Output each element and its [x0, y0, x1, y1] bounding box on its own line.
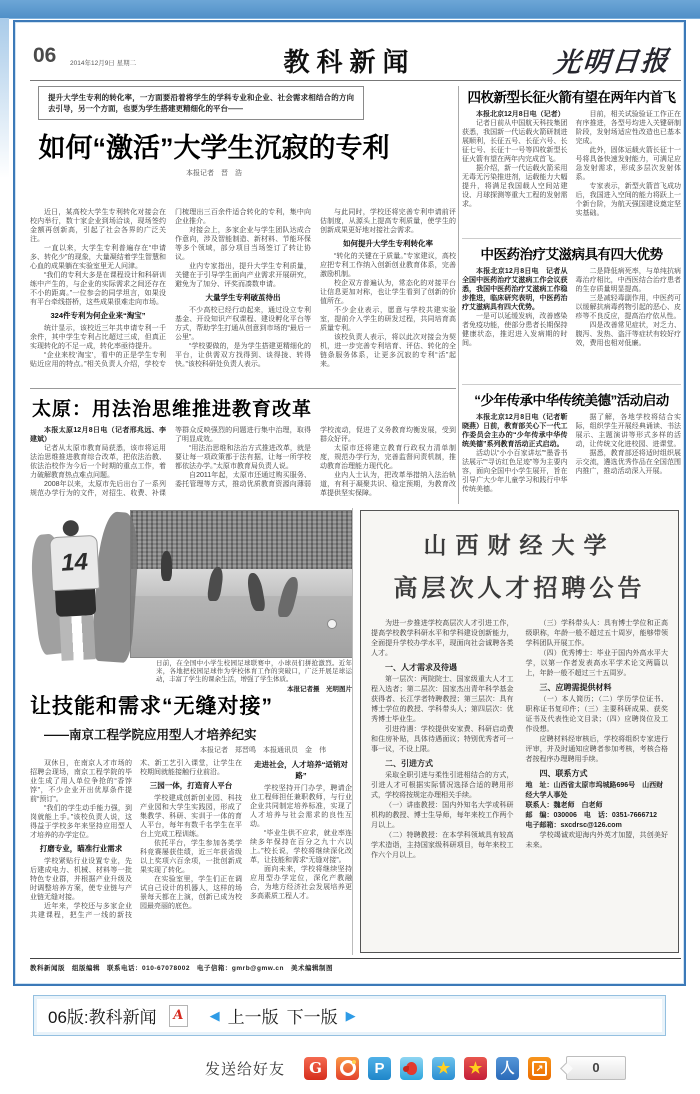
paragraph: 本报北京12月8日电（记者） [476, 111, 565, 118]
paragraph: 据介绍，新一代运载火箭采用无毒无污染推进剂，运载能力大幅提升，将满足我国载人空间站建设、月球探测等重大工程的发射需求。 [462, 165, 568, 208]
ad-title-announcement: 高层次人才招聘公告 [393, 573, 646, 602]
paragraph: 二是降低病死率，与单纯抗病毒治疗相比，中西医结合治疗患者的生存质量明显提高。 [575, 268, 681, 293]
left-gradient-strip [0, 18, 9, 178]
paragraph: 太原市还将建立教育行政权力清单制度，规范办学行为，完善监督问责机制，推动教育治理能力现代化。 [320, 445, 456, 470]
photo-cutout-players [30, 508, 150, 684]
current-page-label: 06版:教科新闻 [48, 1008, 157, 1027]
ad-frame [360, 510, 679, 953]
lead-intro-box: 提升大学生专利的转化率，一方面要沿着将学生的学科专业和企业、社会需求相结合的方向去引导，另一个方面，也要为学生搭建更精细化的平台—— [38, 86, 364, 120]
masthead-divider [30, 80, 681, 81]
qzone-star-glyph: ★ [436, 1060, 451, 1077]
renren-glyph: 人 [500, 1060, 515, 1076]
share-arrow-glyph: ↗ [532, 1061, 547, 1076]
paragraph: “我们的专利大多是在课程设计和科研训练中产生的，与企业的实际需求之间还存在不小的距离。”一位参会的同学坦言，如果没有平台牵线搭桥，这些成果很难走向市场。 [30, 272, 166, 306]
article-lead[interactable] [30, 86, 456, 386]
paragraph: 依托平台，学生参加各类学科竞赛屡获佳绩，近三年获省级以上奖项六百余项，一批创新成果实现了转化。 [140, 840, 242, 874]
pengyou-glyph: P [374, 1059, 385, 1077]
page-navigation-bar [33, 995, 666, 1036]
taiyuan-body [30, 426, 456, 506]
player-shorts [55, 589, 96, 617]
prev-page-arrow-icon[interactable]: ◀ [209, 1007, 220, 1023]
section-divider [30, 388, 456, 389]
subheading: 大量学生专利破茧待出 [205, 293, 281, 302]
pengyou-icon[interactable] [368, 1057, 391, 1080]
soccer-photo [130, 510, 353, 658]
paragraph: 近日，某高校大学生专利转化对接会在校内举行，数十家企业到场洽谈，现场签约金额再创新高，引起了社会各界的广泛关注。 [30, 209, 166, 243]
subheading: 三、应聘需提供材料 [539, 683, 612, 692]
paragraph: 一直以来，大学生专利普遍存在“申请多、转化少”的现象，大量凝结着学生智慧和心血的成果躺在实验室里无人问津。 [30, 245, 166, 270]
paragraph: 记者从太原市教育局获悉，该市将运用法治思维推进教育综合改革，把依法治教、依法治校作为今后一个时期的重点工作，着力破解教育热点难点问题。 [30, 445, 166, 479]
paragraph: 应聘材料经审核后，学校将组织专家进行评审，并及时通知应聘者参加考核，考核合格者按程序办理聘用手续。 [525, 736, 668, 763]
renren-icon[interactable] [496, 1057, 519, 1080]
paragraph: “转化的关键在于质量。”专家建议，高校应把专利工作纳入创新创业教育体系，完善激励机制。 [320, 253, 456, 278]
page-number: 06 [33, 44, 57, 67]
sina-weibo-icon[interactable] [336, 1057, 359, 1080]
tencent-weibo-icon[interactable] [400, 1057, 423, 1080]
share-label: 发送给好友 [205, 1060, 286, 1078]
article-rocket[interactable] [462, 86, 681, 234]
recruitment-ad[interactable] [358, 508, 681, 955]
paragraph: （二）特聘教授：在本学科领域具有较高学术造诣，主持国家级科研项目，每年来校工作六个月以上。 [371, 832, 514, 859]
paragraph: （四）优秀博士：毕业于国内外高水平大学，以第一作者发表高水平学术论文两篇以上，年龄一般不超过三十五周岁。 [525, 650, 668, 677]
paragraph: 学校建成创新创业园、科技产业园和大学生实践园，形成了集教学、科研、实训于一体的育人平台，每年有数千名学生在平台上完成工程训练。 [140, 795, 242, 838]
paragraph: 对接会上，多家企业与学生团队达成合作意向，涉及智能制造、新材料、节能环保等多个领域，部分项目当场签订了转让协议。 [175, 227, 311, 261]
paragraph: 学校紧贴行业设置专业，先后建成电力、机械、材料等一批特色专业群，并根据产业升级及时调整培养方案，使专业链与产业链无缝对接。 [30, 858, 132, 901]
player-head [62, 520, 79, 537]
page-footer-info: 教科新闻版 组版编辑 联系电话：010-67078002 电子信箱：gmrb@gmw.cn 美术编辑制图 [30, 958, 681, 972]
issue-date: 2014年12月9日 星期二 [70, 60, 137, 67]
subheading: 走进社会，人才培养“适销对路” [254, 760, 348, 780]
paragraph: 本报太原12月8日电（记者邢兆远、李建斌） [30, 427, 166, 443]
paragraph: 该校负责人表示，将以此次对接会为契机，进一步完善专利培育、评估、转化的全链条服务体系，让更多沉寂的专利“活”起来。 [320, 334, 456, 368]
photo-caption: 日前，在全国中小学生校园足球联赛中，小球员们拼抢激烈。近年来，各地把校园足球作为学校体育工作的突破口，广泛开展足球运动，丰富了学生的课余生活，增强了学生体质。 [156, 660, 352, 683]
njit-byline: 本报记者 郑晋鸣 本报通讯员 金 伟 [200, 747, 326, 754]
article-divider [462, 238, 681, 239]
youth-headline[interactable]: “少年传承中华传统美德”活动启动 [474, 393, 669, 408]
photo-player-jersey14 [48, 519, 103, 661]
paragraph: “用法治思维和法治方式推进改革，就是要让每一项政策都于法有据，让每一所学校都依法办学。”太原市教育局负责人说。 [175, 445, 311, 470]
article-divider [462, 384, 681, 385]
rocket-body [462, 110, 681, 232]
pdf-icon[interactable] [169, 1005, 188, 1027]
google-glyph: G [309, 1059, 322, 1077]
paragraph: 一是可以延缓发病，改善感染者免疫功能，使部分患者长期保持健康状态，推迟进入发病期的时间。 [462, 313, 568, 347]
paragraph: 据悉，教育部还将适时组织展示交流，遴选优秀作品在全国范围内推广，推动活动深入开展。 [575, 450, 681, 475]
baidu-star-glyph: ★ [468, 1060, 483, 1077]
paragraph: “我们的学生动手能力强，到岗就能上手。”该校负责人说，这得益于学校多年来坚持应用型人才培养的办学定位。 [30, 805, 132, 839]
soccer-ball [327, 619, 337, 629]
photo-credit: 本报记者摄 光明图片 [287, 686, 352, 693]
subheading: 三园一体，打造育人平台 [149, 781, 233, 790]
google-icon[interactable] [304, 1057, 327, 1080]
paragraph: 专家表示，新型火箭首飞成功后，我国进入空间的能力将跃上一个新台阶，为航天强国建设奠定坚实基础。 [575, 183, 681, 217]
tcm-headline[interactable]: 中医药治疗艾滋病具有四大优势 [480, 247, 663, 262]
paragraph: 面向未来，学校将继续坚持应用型办学定位，深化产教融合，为地方经济社会发展培养更多高素质工程人才。 [250, 866, 352, 900]
paragraph: 不少高校已经行动起来，通过设立专利基金、开设知识产权课程、建设孵化平台等方式，帮助学生打通从创意到市场的“最后一公里”。 [175, 307, 311, 341]
paragraph: “毕业生供不应求，就业率连续多年保持在百分之九十六以上。”校长说，学校将继续深化改革，让技能和需求“无缝对接”。 [250, 830, 352, 864]
paragraph: 据了解，各地学校将结合实际，组织学生开展经典诵读、书法展示、主题演讲等形式多样的活动，让传统文化进校园、进课堂。 [575, 414, 681, 448]
next-page-link[interactable]: 下一版 [286, 1008, 338, 1027]
next-page-arrow-icon[interactable]: ▶ [345, 1007, 356, 1023]
paragraph: （三）学科带头人：具有博士学位和正高级职称，年龄一般不超过五十周岁，能够带领学科团队开展工作。 [525, 620, 668, 647]
paragraph: 目前，相关试验验证工作正在有序推进，各型号均进入关键研制阶段，发射场适应性改造也已基本完成。 [575, 111, 681, 145]
paragraph: 第一层次：两院院士、国家级重大人才工程入选者；第二层次：国家杰出青年科学基金获得者、长江学者特聘教授；第三层次：具有博士学位的教授、学科带头人；第四层次：优秀博士毕业生。 [371, 676, 514, 723]
photo-ground [131, 596, 352, 657]
more-share-icon[interactable] [528, 1057, 551, 1080]
paragraph: 2008年以来，太原市先后出台了一系列规范办学行为的文件，对招生、收费、补课等群众反映强烈的问题进行集中治理，取得了明显成效。 [30, 427, 311, 497]
subheading: 打磨专业，瞄准行业需求 [39, 844, 123, 853]
paragraph: 记者日前从中国航天科技集团获悉，我国新一代运载火箭研制进展顺利，长征五号、长征六号、长征七号、长征十一号等四枚新型长征火箭有望在两年内完成首飞。 [462, 120, 568, 163]
subheading: 二、引进方式 [385, 759, 433, 768]
paragraph: 学校坚持开门办学，聘请企业工程师担任兼职教师，与行业企业共同制定培养标准，实现了人才培养与社会需求的良性互动。 [250, 785, 352, 828]
paragraph: 自2011年起，太原市还通过购买服务、委托管理等方式，推动优质教育资源向薄弱学校流动，促进了义务教育均衡发展，受到群众好评。 [175, 427, 456, 488]
paragraph: 学校竭诚欢迎海内外英才加盟，共创美好未来。 [525, 832, 668, 849]
paragraph: 四是改善常见症状，对乏力、腹泻、发热、盗汗等症状有较好疗效，费用也相对低廉。 [575, 322, 681, 347]
paragraph: 三是减轻毒副作用，中医药可以缓解抗病毒药物引起的恶心、皮疹等不良反应，提高治疗依从性。 [575, 295, 681, 320]
player-jersey [49, 535, 100, 591]
paragraph: 邮 编：030006 电 话：0351-7666712 [525, 812, 658, 819]
tcm-body [462, 267, 681, 379]
lead-body [30, 208, 456, 384]
rocket-headline[interactable]: 四枚新型长征火箭有望在两年内首飞 [467, 90, 676, 105]
paragraph: 在实验室里，学生们正在调试自己设计的机器人，这样的场景每天都在上演，创新已成为校园最亮丽的底色。 [140, 876, 242, 910]
article-njit[interactable] [30, 690, 352, 954]
paragraph: 校企双方普遍认为，常态化的对接平台让信息更加对称，也让学生看到了创新的价值所在。 [320, 280, 456, 305]
top-banner [0, 0, 700, 19]
paragraph: （一）本人简历；（二）学历学位证书、职称证书复印件；（三）主要科研成果、获奖证书及代表性论文目录；（四）应聘岗位及工作设想。 [525, 696, 668, 733]
photo-player [161, 551, 172, 581]
player-legs [59, 615, 95, 661]
lead-byline: 本报记者 晋 浩 [186, 170, 242, 177]
paragraph: 采取全职引进与柔性引进相结合的方式，引进人才可根据实际情况选择合适的聘用形式，学校将按规定办理相关手续。 [371, 772, 514, 799]
njit-body [30, 759, 352, 945]
taiyuan-headline[interactable]: 太原：用法治思维推进教育改革 [32, 399, 313, 420]
paragraph: 业内人士认为，把改革举措纳入法治轨道，有利于凝聚共识、稳定预期，为教育改革提供坚实保障。 [320, 472, 456, 497]
newspaper-logo: 光明日报 [552, 45, 672, 80]
column-divider [352, 508, 353, 955]
subheading: 一、人才需求及待遇 [385, 663, 457, 672]
paragraph: 活动以“小小百家讲坛”“墨香书法展示”“寻访红色足迹”等为主要内容，面向全国中小学生展开，旨在引导广大少年儿童学习和践行中华传统美德。 [462, 450, 568, 493]
share-bar [0, 1048, 700, 1088]
prev-page-link[interactable]: 上一版 [227, 1008, 279, 1027]
lead-headline[interactable]: 如何“激活”大学生沉寂的专利 [38, 133, 390, 163]
right-column [462, 86, 681, 524]
ad-body [371, 619, 668, 953]
paragraph: “企业来校‘淘宝’，看中的正是学生专利贴近应用的特点。”相关负责人介绍，学校专门梳理出三百余件适合转化的专利，集中向企业推介。 [30, 209, 311, 368]
ad-title-university: 山西财经大学 [423, 532, 616, 559]
paragraph: 与此同时，学校还将完善专利申请前评估制度，从源头上提高专利质量，使学生的创新成果更好地对接社会需求。 [320, 209, 456, 234]
qzone-icon[interactable] [432, 1057, 455, 1080]
paragraph: 电子邮箱：sxcdrsc@126.com [525, 822, 622, 829]
paragraph: 业内专家指出，提升大学生专利质量，关键在于引导学生面向产业需求开展研究，避免为了加分、评奖而凑数申请。 [175, 263, 311, 288]
paragraph: 联系人：魏老师 白老师 [525, 802, 603, 809]
news-photo-block [30, 508, 352, 693]
njit-subtitle: ——南京工程学院应用型人才培养纪实 [44, 728, 257, 742]
paragraph: （一）讲座教授：国内外知名大学或科研机构的教授、博士生导师，每年来校工作两个月以上。 [371, 802, 514, 829]
paragraph: 本报北京12月8日电（记者靳晓燕）日前，教育部关心下一代工作委员会主办的“少年传承中华传统美德”系列教育活动正式启动。 [462, 414, 568, 448]
pdf-adobe-glyph: A [172, 1008, 185, 1023]
youth-body [462, 413, 681, 523]
article-tcm[interactable] [462, 238, 681, 380]
subheading: 四、联系方式 [539, 769, 588, 778]
subheading: 如何提升大学生专利转化率 [343, 239, 433, 248]
paragraph: 引进待遇：学校提供安家费、科研启动费和住房补贴，具体待遇面议；特别优秀者可一事一议，不设上限。 [371, 726, 514, 753]
paragraph: 此外，固体运载火箭长征十一号将具备快速发射能力，可满足应急发射需求，形成多层次发射体系。 [575, 147, 681, 181]
jersey-number: 14 [60, 548, 89, 577]
section-title: 教科新闻 [283, 47, 416, 77]
article-youth[interactable] [462, 384, 681, 524]
paragraph: 统计显示，该校近三年共申请专利一千余件，其中学生专利占比超过三成，但真正实现转化的不足一成，转化率亟待提升。 [30, 325, 166, 350]
paragraph: 双休日，在南京人才市场的招聘会现场，南京工程学院的毕业生成了用人单位争抢的“香饽饽”，不少企业开出优厚条件提前“预订”。 [30, 760, 132, 803]
paragraph: 地 址：山西省太原市坞城路696号 山西财经大学人事处 [525, 782, 664, 799]
page-nav-links [210, 1003, 356, 1028]
baidu-space-icon[interactable] [464, 1057, 487, 1080]
subheading: 324件专利为何企业来“淘宝” [50, 311, 146, 320]
paragraph: 本报北京12月8日电 记者从全国中医药治疗艾滋病工作会议获悉，我国中医药治疗艾滋病工作稳步推进，临床研究表明，中医药治疗艾滋病具有四大优势。 [462, 268, 568, 311]
column-divider [458, 86, 459, 504]
paragraph: 近年来，学校还与多家企业共建课程，把生产一线的新技术、新工艺引入课堂，让学生在校期间就能接触行业前沿。 [30, 760, 242, 919]
article-taiyuan[interactable] [30, 393, 456, 504]
paragraph: 为进一步推进学校高层次人才引进工作，提高学校教学科研水平和学科建设创新能力，全面提升学校办学水平，现面向社会诚聘各类人才。 [371, 620, 514, 657]
paragraph: 不少企业表示，愿意与学校共建实验室，提前介入学生的研发过程，共同培育高质量专利。 [320, 307, 456, 332]
paragraph: “学校要做的，是为学生搭建更精细化的平台，让供需双方找得到、谈得拢、转得快。”该校科研处负责人表示。 [175, 343, 311, 368]
newspaper-page [13, 20, 686, 986]
share-count-badge[interactable]: 0 [566, 1056, 626, 1080]
njit-headline[interactable]: 让技能和需求“无缝对接” [30, 695, 273, 718]
